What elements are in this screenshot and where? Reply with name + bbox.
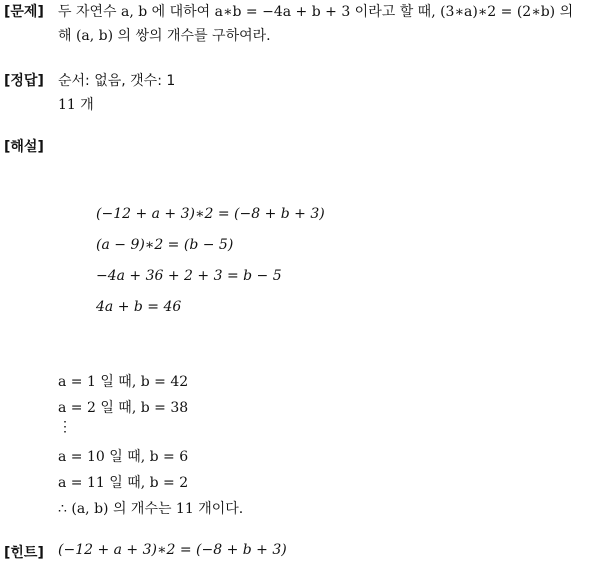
hint-text: (−12 + a + 3)∗2 = (−8 + b + 3) bbox=[58, 542, 287, 558]
solution-equation: (−12 + a + 3)∗2 = (−8 + b + 3) bbox=[96, 206, 325, 222]
answer-count: 11 개 bbox=[58, 97, 94, 113]
solution-case: a = 2 일 때, b = 38 bbox=[58, 400, 189, 416]
solution-case: a = 1 일 때, b = 42 bbox=[58, 374, 189, 390]
answer-label: [정답] bbox=[4, 73, 44, 89]
solution-equation: (a − 9)∗2 = (b − 5) bbox=[96, 237, 234, 253]
solution-label: [해설] bbox=[4, 139, 44, 155]
hint-label: [힌트] bbox=[4, 545, 44, 561]
solution-case: a = 10 일 때, b = 6 bbox=[58, 449, 189, 465]
solution-equation: 4a + b = 46 bbox=[96, 299, 182, 315]
vertical-ellipsis: ⋮ bbox=[58, 419, 72, 435]
solution-conclusion: ∴ (a, b) 의 개수는 11 개이다. bbox=[58, 501, 244, 517]
problem-text-line-1: 두 자연수 a, b 에 대하여 a∗b = −4a + b + 3 이라고 할 때, (3∗a)∗2 = (2∗b) 의 bbox=[58, 4, 574, 20]
answer-order-count: 순서: 없음, 갯수: 1 bbox=[58, 73, 176, 89]
solution-case: a = 11 일 때, b = 2 bbox=[58, 475, 189, 491]
problem-text-line-2: 해 (a, b) 의 쌍의 개수를 구하여라. bbox=[58, 28, 271, 44]
problem-label: [문제] bbox=[4, 4, 44, 20]
solution-equation: −4a + 36 + 2 + 3 = b − 5 bbox=[96, 268, 282, 284]
